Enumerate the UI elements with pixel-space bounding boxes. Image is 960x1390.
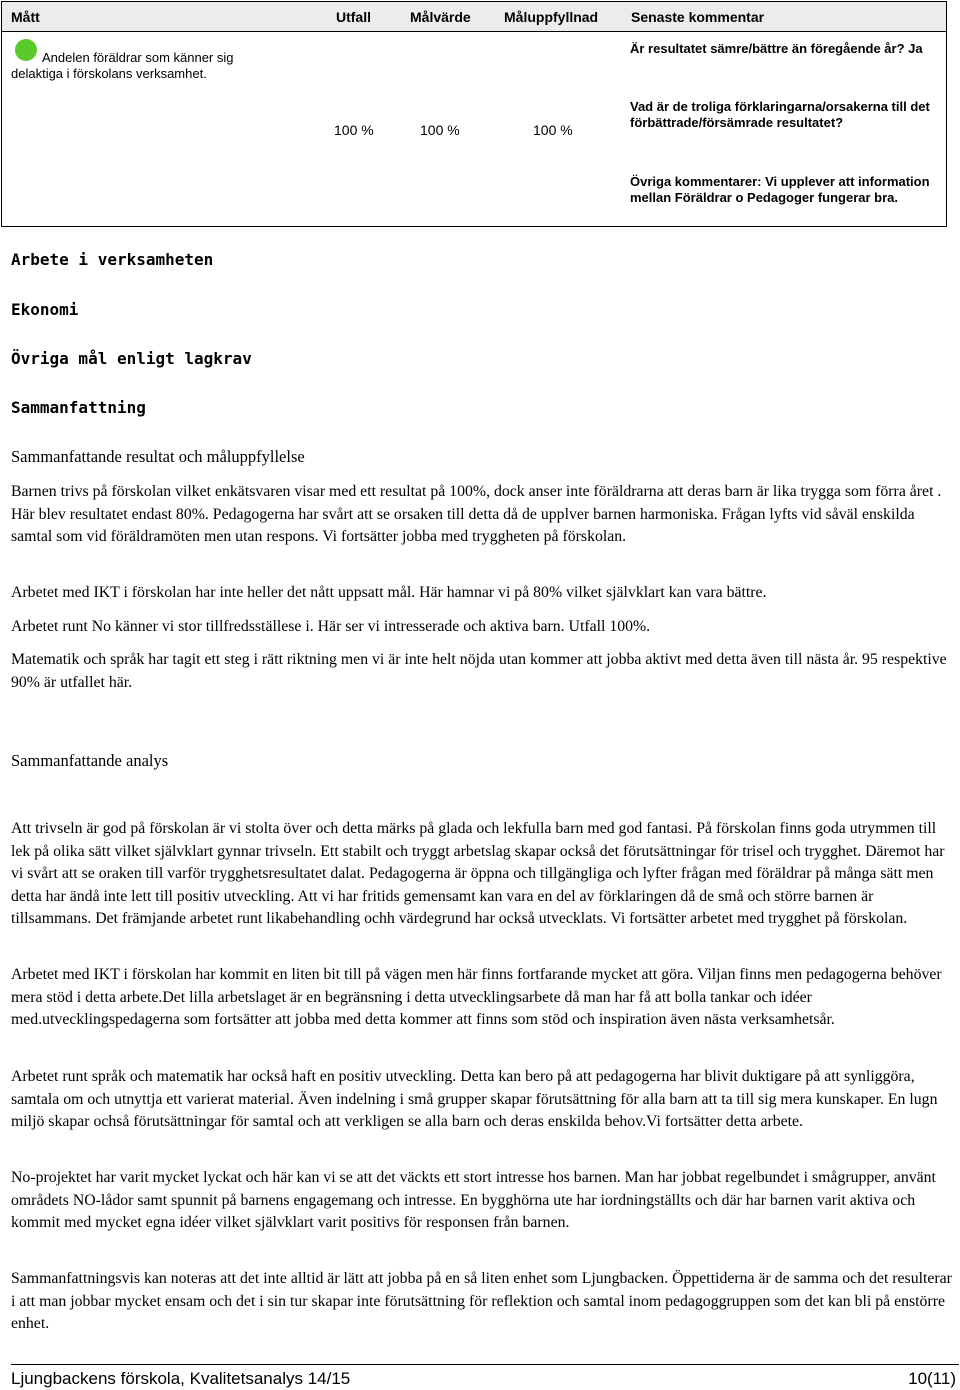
utfall-value: 100 % bbox=[334, 122, 374, 138]
header-malvarde: Målvärde bbox=[410, 9, 471, 25]
heading-sammanfattande-resultat: Sammanfattande resultat och måluppfyllelse bbox=[11, 447, 305, 466]
heading-sammanfattning: Sammanfattning bbox=[11, 398, 146, 417]
analysis-paragraph-1: Att trivseln är god på förskolan är vi stolta över och detta märks på glada och lekfulla barn med god fantasi. På förskolan finns goda utrymmen till lek på olika sätt vilket självklart gynnar trivseln. Ett stabilt och tryggt arbetslag skapar också det förutsättningar för trisel och trygghet. Däremot har vi svårt att se oraken till varför trygghetsresultatet dalat. Pedagogerna är öppna och tillgängliga och lyfter frågan med föräldrar på många sätt men detta har ändå inte lett till positiv utveckling. Att vi har fritids gemensamt kan vara en del av förklaringen då de små och större barnen är tillsammans. Det främjande arbetet runt likabehandling ochh värdegrund har också utvecklats. Vi fortsätter arbetet med trygghet på förskolan. bbox=[11, 820, 945, 928]
heading-ekonomi: Ekonomi bbox=[11, 300, 79, 319]
measure-table bbox=[1, 1, 947, 227]
results-paragraph-4: Matematik och språk har tagit ett steg i rätt riktning men vi är inte helt nöjda utan kommer att jobba aktivt med detta även till nästa år. 95 respektive 90% är utfallet här. bbox=[11, 651, 947, 691]
comment-question-result: Är resultatet sämre/bättre än föregående år? Ja bbox=[630, 41, 923, 56]
header-utfall: Utfall bbox=[336, 9, 371, 25]
results-paragraph-2: Arbetet med IKT i förskolan har inte heller det nått uppsatt mål. Här hamnar vi på 80% vilket självklart kan vara bättre. bbox=[11, 584, 767, 601]
analysis-paragraph-5: Sammanfattningsvis kan noteras att det inte alltid är lätt att jobba på en så liten enhet som Ljungbacken. Öppettiderna är de samma och det resulterar i att man jobbar mycket ensam och det i sin tur skapar inte förutsättning för reflektion och samtal inom pedagoggruppen som det kan bli på enstörre enhet. bbox=[11, 1270, 952, 1333]
malvarde-value: 100 % bbox=[420, 122, 460, 138]
page-number: 10(11) bbox=[908, 1369, 956, 1388]
table-row bbox=[2, 32, 946, 226]
analysis-paragraph-4: No-projektet har varit mycket lyckat och här kan vi se att det väckts ett stort intresse hos barnen. Man har jobbat regelbundet i smågrupper, använt områdets NO-lådor samt spunnit på barnens engagemang och intresse. En bygghörna ute har iordningställts och där har barnen varit aktiva och kommit med mycket egna idéer vilket självklart varit positivs för responsen från barnen. bbox=[11, 1169, 936, 1232]
heading-arbete: Arbete i verksamheten bbox=[11, 250, 214, 269]
header-senaste-kommentar: Senaste kommentar bbox=[631, 9, 765, 25]
analysis-paragraph-3: Arbetet runt språk och matematik har också haft en positiv utveckling. Detta kan bero på att pedagogerna har blivit duktigare på att synliggöra, samtala om och utnyttja ett varierat material. Även indelning i små grupper skapar förutsättning för alla barn att ta till sig mera kunskaper. En lugn miljö skapar ochså förutsättningar för samtal och att verkligen se alla barn och deras enskilda behov.Vi fortsätter detta arbete. bbox=[11, 1068, 938, 1131]
measure-name: Andelen föräldrar som känner sig delaktiga i förskolans verksamhet. bbox=[11, 50, 234, 81]
header-maluppfyllnad: Måluppfyllnad bbox=[504, 9, 599, 25]
heading-sammanfattande-analys: Sammanfattande analys bbox=[11, 751, 169, 770]
table-header bbox=[2, 2, 946, 32]
comment-other: Övriga kommentarer: Vi upplever att information mellan Föräldrar o Pedagoger fungerar bra. bbox=[630, 174, 930, 205]
footer-divider bbox=[11, 1364, 959, 1365]
comment-question-explanation: Vad är de troliga förklaringarna/orsakerna till det förbättrade/försämrade resultatet? bbox=[630, 99, 930, 130]
maluppfyllnad-value: 100 % bbox=[533, 122, 573, 138]
analysis-paragraph-2: Arbetet med IKT i förskolan har kommit en liten bit till på vägen men här finns fortfarande mycket att göra. Viljan finns men pedagogerna behöver mera stöd i detta arbete.Det lilla arbetslaget är en begränsning i detta utvecklingsarbete då man har få att bolla tankar och idéer med.utvecklingspedagerna som fortsätter att jobba med detta kommer att finns som stöd och inspiration även nästa verksamhetsår. bbox=[11, 966, 942, 1029]
results-paragraph-1: Barnen trivs på förskolan vilket enkätsvaren visar med ett resultat på 100%, dock anser inte föräldrarna att deras barn är lika trygga som förra året . Här blev resultatet endast 80%. Pedagogerna har svårt att se orsaken till detta då de upplver barnen harmoniska. Frågan lyfts vid såväl enskilda samtal som vid föräldramöten men utan respons. Vi fortsätter jobba med tryggheten på förskolan. bbox=[11, 483, 942, 546]
footer-title: Ljungbackens förskola, Kvalitetsanalys 14/15 bbox=[11, 1369, 351, 1388]
results-paragraph-3: Arbetet runt No känner vi stor tillfredsställese i. Här ser vi intresserade och aktiva barn. Utfall 100%. bbox=[11, 618, 651, 635]
heading-ovriga-mal: Övriga mål enligt lagkrav bbox=[11, 349, 252, 368]
header-matt: Mått bbox=[11, 9, 40, 25]
